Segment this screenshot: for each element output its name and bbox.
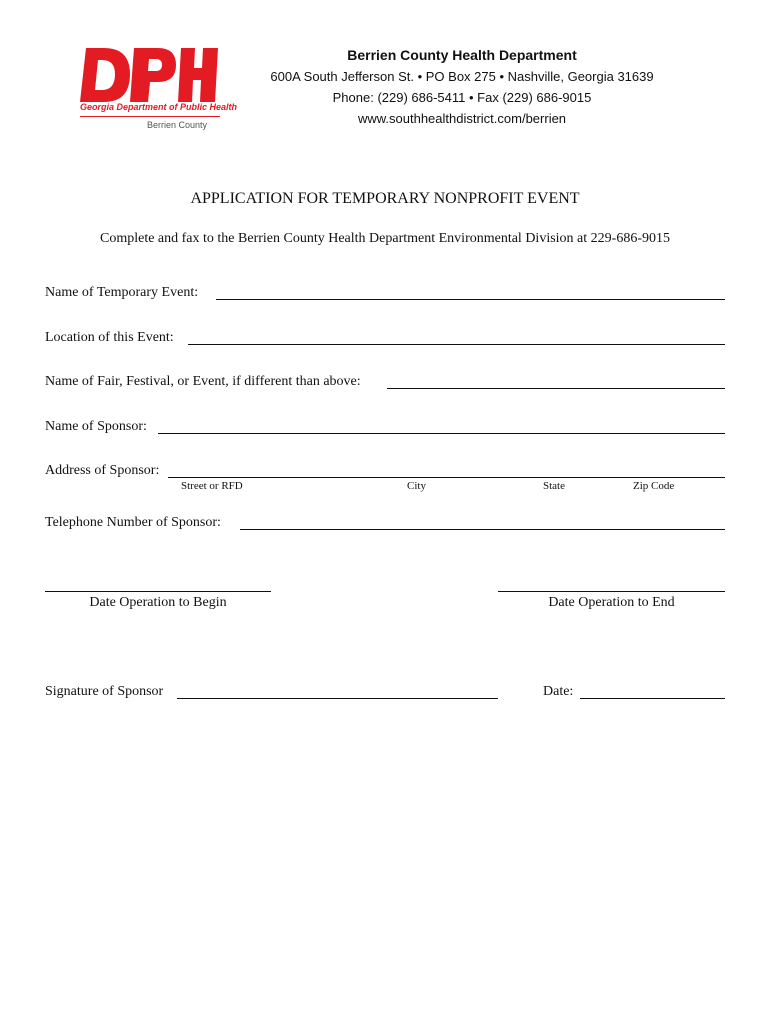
date-begin-field[interactable]: [45, 574, 271, 590]
department-website: www.southhealthdistrict.com/berrien: [357, 111, 567, 126]
logo-org-name: Georgia Department of Public Health: [80, 102, 238, 112]
signature-field[interactable]: [177, 681, 498, 697]
location-field[interactable]: [188, 327, 725, 343]
fair-name-line: [387, 388, 725, 389]
fair-name-label: Name of Fair, Festival, or Event, if different than above:: [45, 374, 361, 389]
logo-county-name: Berrien County: [147, 120, 208, 130]
address-line: [168, 477, 725, 478]
location-label: Location of this Event:: [45, 330, 174, 345]
signature-line: [177, 698, 498, 699]
sponsor-label: Name of Sponsor:: [45, 419, 147, 434]
date-end-label: Date Operation to End: [548, 595, 675, 610]
event-name-line: [216, 299, 725, 300]
date-begin-line: [45, 591, 271, 592]
date-label: Date:: [543, 684, 574, 699]
department-phone: Phone: (229) 686-5411 • Fax (229) 686-9015: [332, 90, 592, 105]
telephone-field[interactable]: [240, 512, 725, 528]
date-end-field[interactable]: [498, 574, 725, 590]
event-name-field[interactable]: [216, 282, 725, 298]
fair-name-field[interactable]: [387, 371, 725, 387]
address-street-caption: Street or RFD: [181, 480, 243, 492]
sponsor-line: [158, 433, 725, 434]
address-zip-caption: Zip Code: [633, 480, 675, 492]
form-instructions: Complete and fax to the Berrien County Health Department Environmental Division at 229-686-9015: [100, 231, 670, 246]
logo-divider: [80, 116, 220, 117]
date-begin-label: Date Operation to Begin: [89, 595, 227, 610]
date-field[interactable]: [580, 681, 725, 697]
address-city-caption: City: [407, 480, 426, 492]
event-name-label: Name of Temporary Event:: [45, 285, 199, 300]
department-title: Berrien County Health Department: [347, 47, 577, 63]
date-end-line: [498, 591, 725, 592]
date-line: [580, 698, 725, 699]
location-line: [188, 344, 725, 345]
telephone-label: Telephone Number of Sponsor:: [45, 515, 221, 530]
signature-label: Signature of Sponsor: [45, 684, 164, 699]
address-label: Address of Sponsor:: [45, 463, 160, 478]
sponsor-field[interactable]: [158, 416, 725, 432]
address-state-caption: State: [543, 480, 565, 492]
form-title: APPLICATION FOR TEMPORARY NONPROFIT EVENT: [190, 190, 580, 207]
department-address: 600A South Jefferson St. • PO Box 275 • Nashville, Georgia 31639: [270, 69, 654, 84]
address-field[interactable]: [168, 460, 725, 476]
telephone-line: [240, 529, 725, 530]
